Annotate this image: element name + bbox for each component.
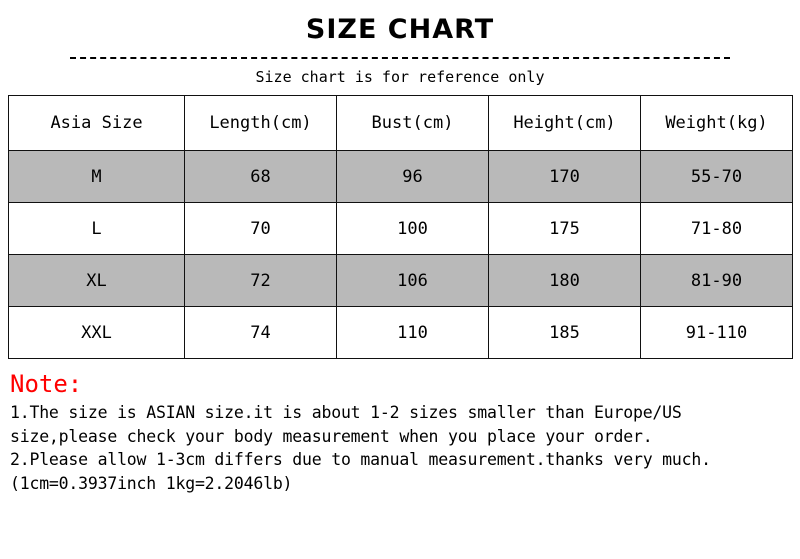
size-table	[8, 95, 793, 359]
page-title: SIZE CHART	[305, 14, 495, 45]
cell-height: 185	[489, 307, 641, 359]
cell-weight: 81-90	[641, 255, 793, 307]
cell-weight: 91-110	[641, 307, 793, 359]
note-line-2: 2.Please allow 1-3cm differs due to manual measurement.thanks very much. (1cm=0.3937inch 1kg=2.2046lb)	[10, 450, 721, 493]
dashed-divider	[70, 57, 730, 59]
table-row	[9, 307, 793, 359]
cell-bust: 100	[337, 203, 489, 255]
column-header-height: Height(cm)	[489, 96, 641, 151]
size-table-container	[8, 95, 792, 359]
cell-size: L	[9, 203, 185, 255]
cell-weight: 55-70	[641, 151, 793, 203]
cell-weight: 71-80	[641, 203, 793, 255]
table-body	[9, 151, 793, 359]
note-heading: Note:	[10, 370, 83, 398]
note-section	[10, 371, 790, 495]
note-line-1: 1.The size is ASIAN size.it is about 1-2 sizes smaller than Europe/US size,please check your body measurement when you place your order.	[10, 403, 692, 446]
cell-length: 74	[185, 307, 337, 359]
table-header	[9, 96, 793, 151]
column-header-weight: Weight(kg)	[641, 96, 793, 151]
size-chart-document	[0, 14, 800, 559]
column-header-length: Length(cm)	[185, 96, 337, 151]
cell-height: 180	[489, 255, 641, 307]
column-header-bust: Bust(cm)	[337, 96, 489, 151]
table-row	[9, 255, 793, 307]
column-header-asia-size: Asia Size	[9, 96, 185, 151]
chart-subtitle: Size chart is for reference only	[255, 68, 545, 86]
cell-bust: 96	[337, 151, 489, 203]
cell-size: XXL	[9, 307, 185, 359]
cell-bust: 110	[337, 307, 489, 359]
cell-bust: 106	[337, 255, 489, 307]
cell-length: 68	[185, 151, 337, 203]
cell-size: M	[9, 151, 185, 203]
table-header-row	[9, 96, 793, 151]
cell-height: 175	[489, 203, 641, 255]
table-row	[9, 203, 793, 255]
table-row	[9, 151, 793, 203]
cell-length: 72	[185, 255, 337, 307]
cell-size: XL	[9, 255, 185, 307]
cell-length: 70	[185, 203, 337, 255]
cell-height: 170	[489, 151, 641, 203]
